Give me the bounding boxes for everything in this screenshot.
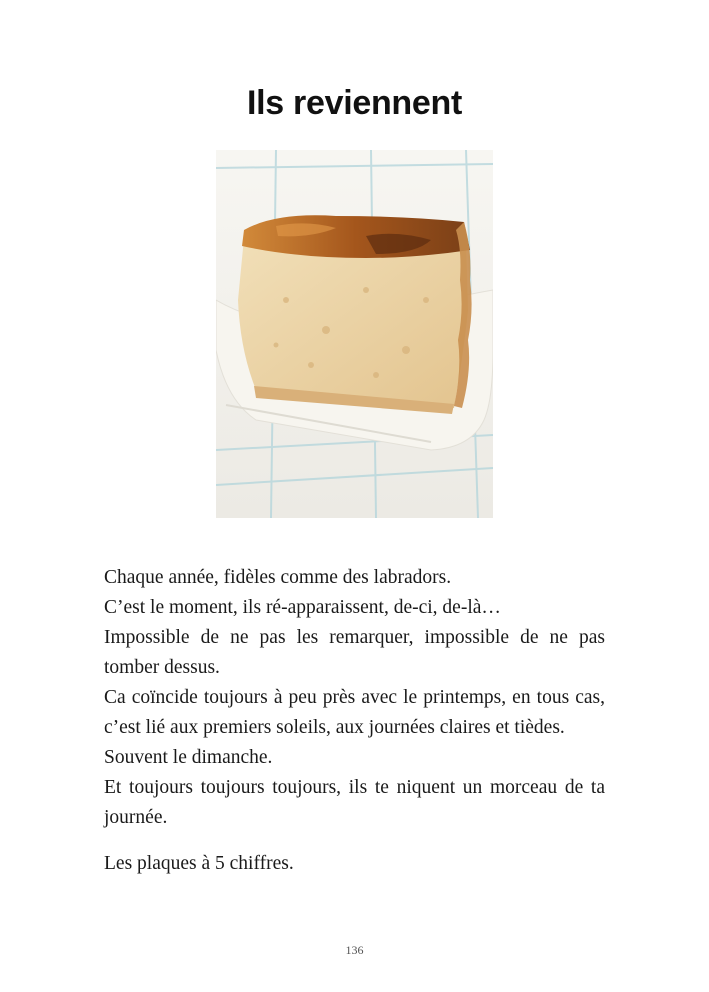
page-number: 136 [345,943,364,957]
paragraph: Et toujours toujours toujours, ils te niquent un morceau de ta journée. [104,777,605,828]
page-title: Ils reviennent [247,84,462,122]
paragraph: Impossible de ne pas les remarquer, impossible de ne pas tomber dessus. [104,627,605,678]
body-text [104,563,605,879]
paragraph: Les plaques à 5 chiffres. [104,853,294,874]
paragraph: Chaque année, fidèles comme des labradors. [104,567,452,588]
paragraph: C’est le moment, ils ré-apparaissent, de-ci, de-là… [104,597,501,618]
paragraph: Ca coïncide toujours à peu près avec le printemps, en tous cas, c’est lié aux premiers soleils, aux journées claires et tièdes. [104,687,605,738]
paragraph: Souvent le dimanche. [104,747,273,768]
pie-slice-photo [216,150,493,518]
